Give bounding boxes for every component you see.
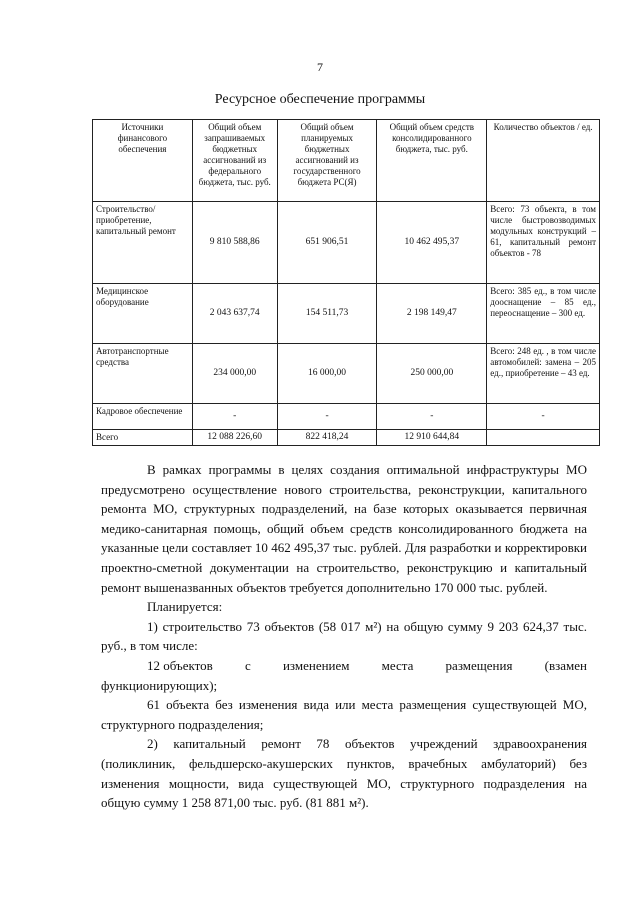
- row-consolidated: 250 000,00: [377, 344, 487, 404]
- header-consolidated: Общий объем средств консолидированного бюджета, тыс. руб.: [377, 120, 487, 202]
- total-state: 822 418,24: [277, 430, 377, 446]
- row-state: -: [277, 404, 377, 430]
- paragraph-relocation: [101, 656, 587, 676]
- word: 12 объектов: [147, 657, 213, 673]
- page-number: 7: [317, 60, 323, 74]
- table-total-row: [93, 430, 600, 446]
- total-federal: 12 088 226,60: [192, 430, 277, 446]
- paragraph-existing: 61 объекта без изменения вида или места размещения существующей МО, структурного подразделения;: [101, 697, 587, 732]
- table-row: [93, 344, 600, 404]
- row-source: Кадровое обеспечение: [93, 404, 193, 430]
- row-quantity: Всего: 248 ед. , в том числе автомобилей: замена – 205 ед., приобретение – 43 ед.: [487, 344, 600, 404]
- table-row: [93, 202, 600, 284]
- header-state: Общий объем планируемых бюджетных ассигнований из государственного бюджета РС(Я): [277, 120, 377, 202]
- word: с: [245, 657, 251, 673]
- word: места: [381, 657, 414, 673]
- table-row: [93, 404, 600, 430]
- word: размещения: [445, 657, 513, 673]
- row-federal: 2 043 637,74: [192, 284, 277, 344]
- table-header-row: [93, 120, 600, 202]
- row-consolidated: 10 462 495,37: [377, 202, 487, 284]
- table-row: [93, 284, 600, 344]
- total-consolidated: 12 910 644,84: [377, 430, 487, 446]
- row-consolidated: -: [377, 404, 487, 430]
- paragraph-planned: Планируется:: [147, 599, 223, 615]
- paragraph-infrastructure: В рамках программы в целях создания оптимальной инфраструктуры МО предусмотрено осуществление нового строительства, реконструкции, капитального ремонта МО, структурных подразделений, на базе которых оказывается первичная медико-санитарная помощь, общий объем средств консолидированного бюджета на указанные цели составляет 10 462 495,37 тыс. рублей. Для разработки и корректировки проектно-сметной документации на строительство, реконструкцию и капитальный ремонт вышеназванных объектов требуется дополнительно 170 000 тыс. рублей.: [101, 462, 587, 595]
- body-text: [101, 460, 587, 813]
- row-state: 154 511,73: [277, 284, 377, 344]
- paragraph-relocation-cont: функционирующих);: [101, 677, 218, 693]
- total-label: Всего: [93, 430, 193, 446]
- paragraph-construction: 1) строительство 73 объектов (58 017 м²) на общую сумму 9 203 624,37 тыс. руб., в том числе:: [101, 618, 587, 654]
- row-state: 16 000,00: [277, 344, 377, 404]
- paragraph-repair: 2) капитальный ремонт 78 объектов учреждений здравоохранения (поликлиник, фельдшерско-акушерских пунктов, врачебных амбулаторий) без изменения мощности, вида существующей МО, структурного подразделения на общую сумму 1 258 871,00 тыс. руб. (81 881 м²).: [101, 736, 587, 811]
- word: (взамен: [544, 657, 587, 673]
- row-quantity: Всего: 385 ед., в том числе дооснащение – 85 ед., переоснащение – 300 ед.: [487, 284, 600, 344]
- row-state: 651 906,51: [277, 202, 377, 284]
- row-federal: 9 810 588,86: [192, 202, 277, 284]
- row-consolidated: 2 198 149,47: [377, 284, 487, 344]
- row-source: Автотранспортные средства: [93, 344, 193, 404]
- row-quantity: Всего: 73 объекта, в том числе быстровозводимых модульных конструкций – 61, капитальный ремонт объектов - 78: [487, 202, 600, 284]
- word: изменением: [282, 657, 350, 673]
- row-quantity: -: [487, 404, 600, 430]
- row-source: Строительство/ приобретение, капитальный ремонт: [93, 202, 193, 284]
- total-quantity: [487, 430, 600, 446]
- row-source: Медицинское оборудование: [93, 284, 193, 344]
- row-federal: -: [192, 404, 277, 430]
- header-federal: Общий объем запрашиваемых бюджетных ассигнований из федерального бюджета, тыс. руб.: [192, 120, 277, 202]
- row-federal: 234 000,00: [192, 344, 277, 404]
- header-source: Источники финансового обеспечения: [93, 120, 193, 202]
- header-quantity: Количество объектов / ед.: [487, 120, 600, 202]
- resource-table: [92, 119, 600, 446]
- document-title: Ресурсное обеспечение программы: [214, 92, 426, 107]
